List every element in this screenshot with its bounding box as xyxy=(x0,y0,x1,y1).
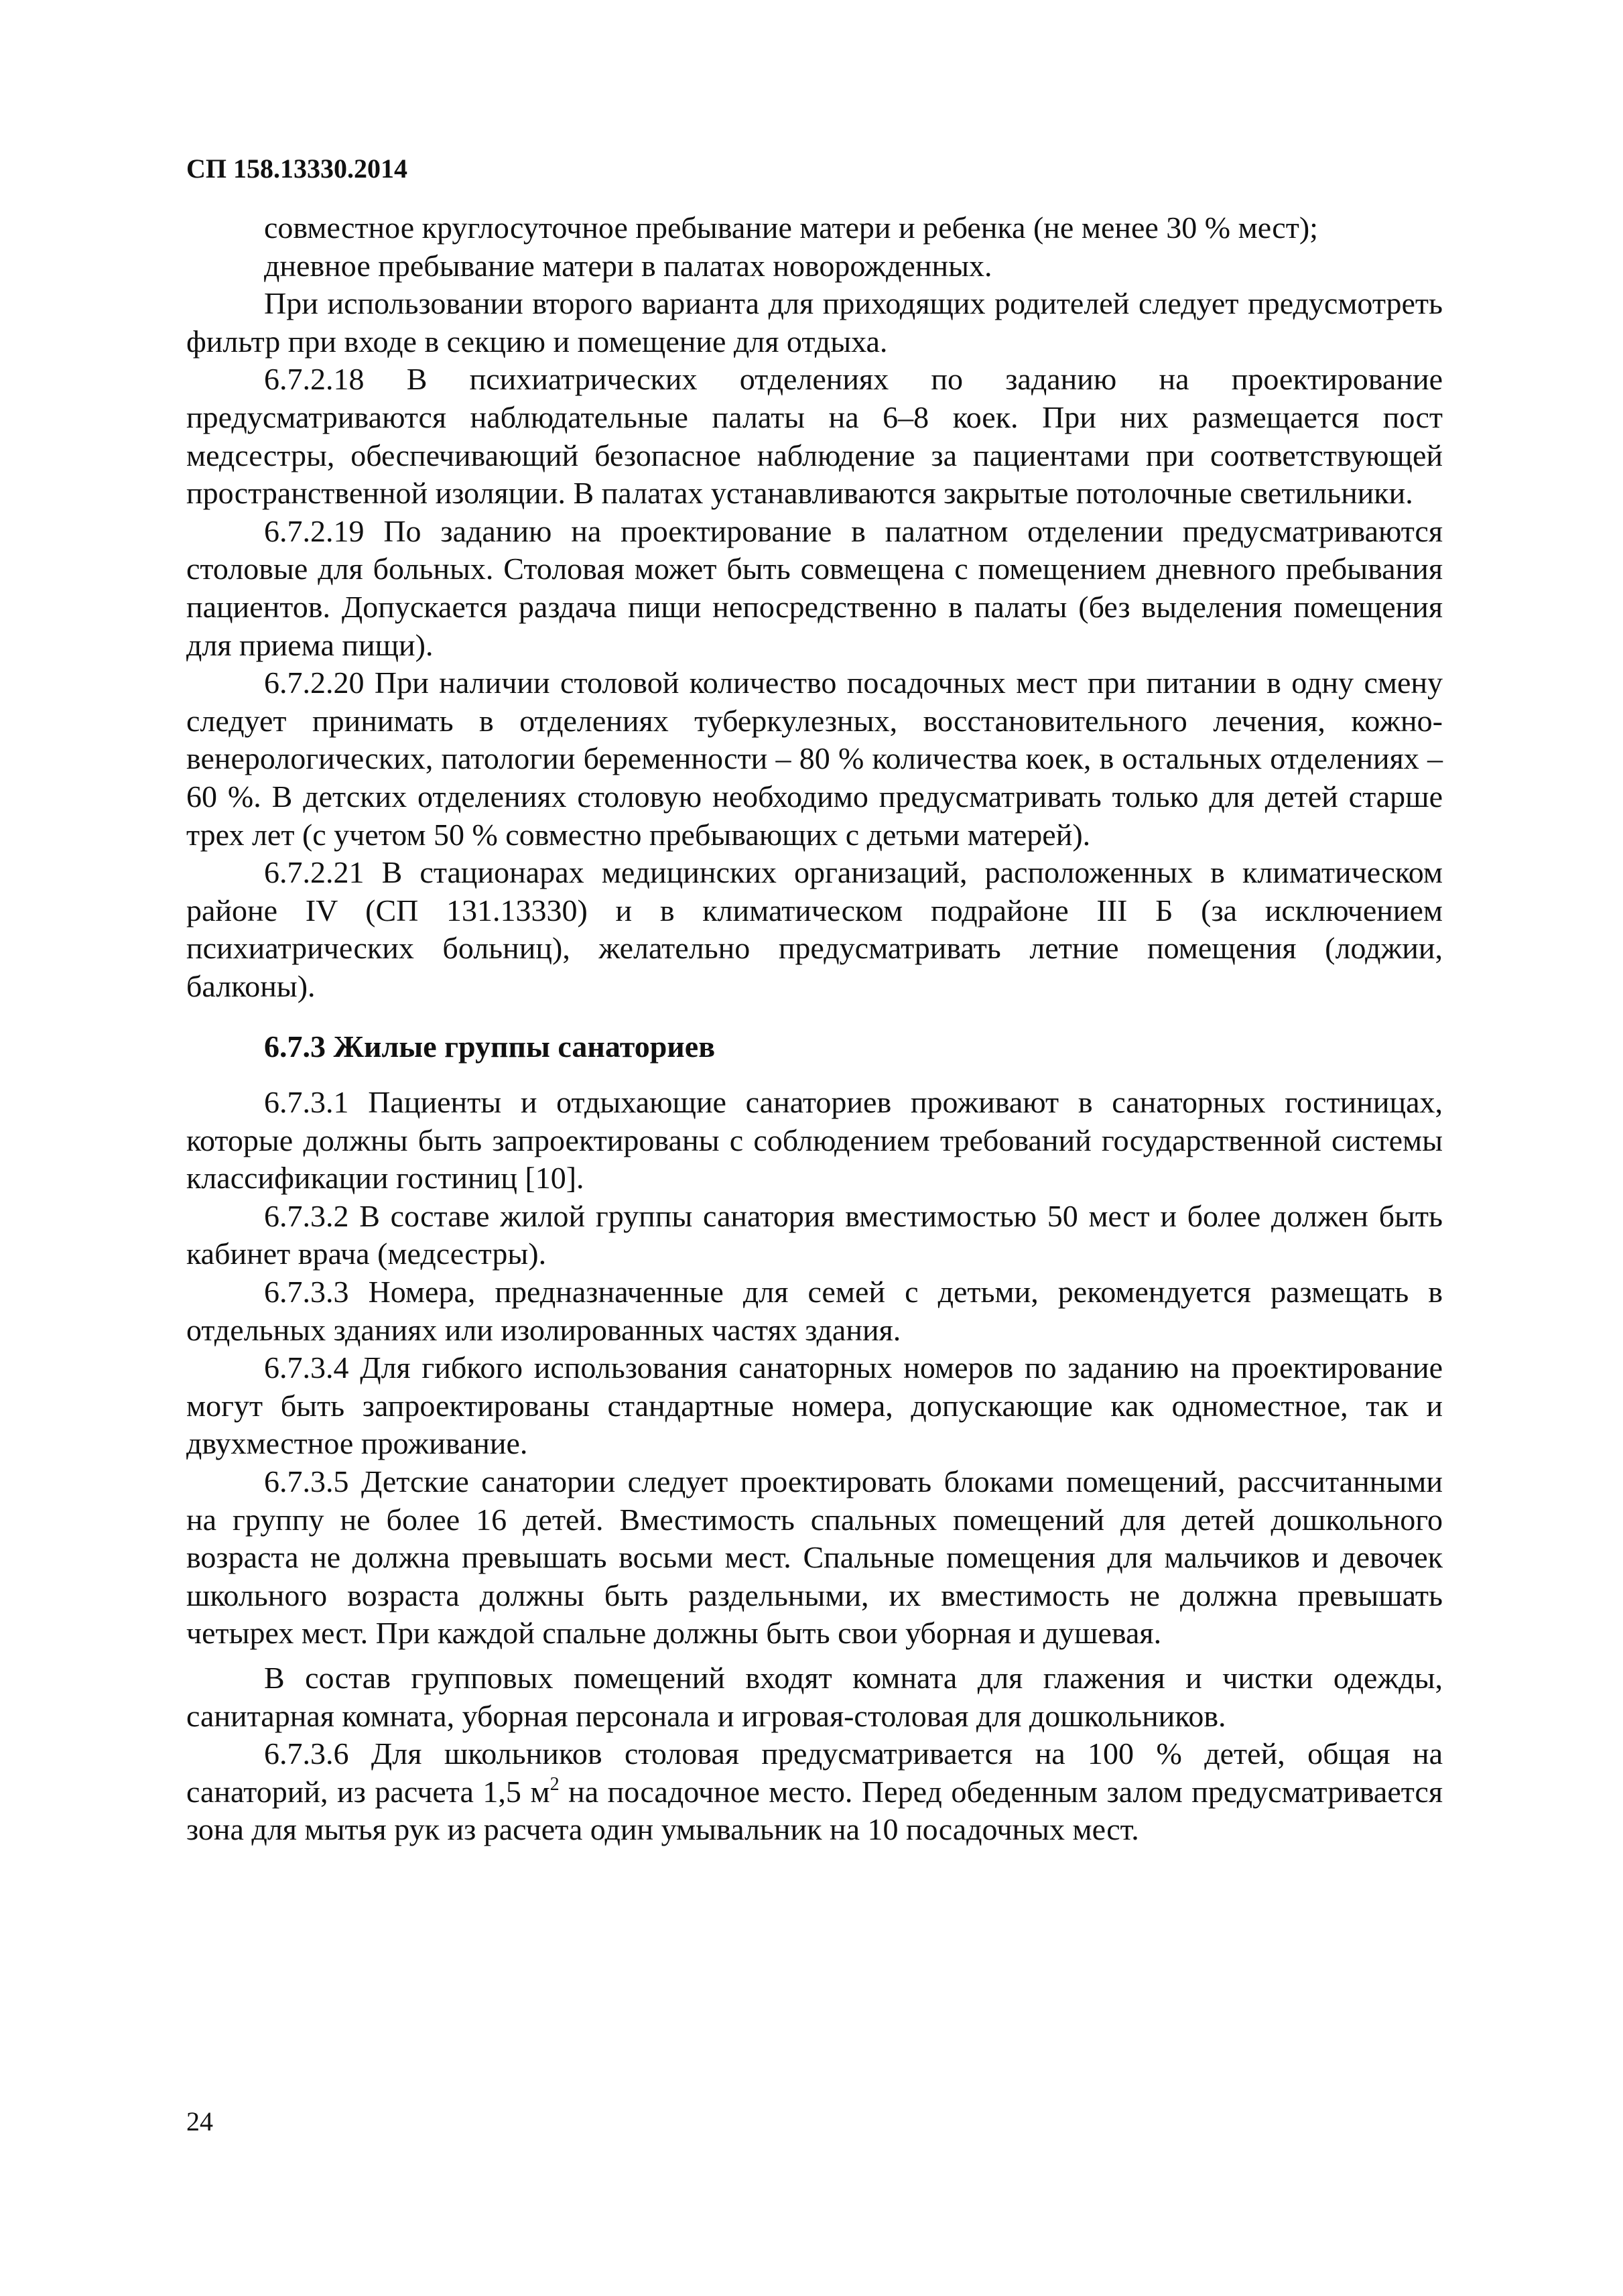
paragraph-6-7-2-18: 6.7.2.18 В психиатрических отделениях по заданию на проектирование предусматриваются наблюдательные палаты на 6–8 коек. При них размещается пост медсестры, обеспечивающий безопасное наблюдение за пациентами при соответствующей пространственной изоляции. В палатах устанавливаются закрытые потолочные светильники. xyxy=(186,362,1443,511)
document-code-header: СП 158.13330.2014 xyxy=(186,153,407,184)
paragraph-6-7-3-3: 6.7.3.3 Номера, предназначенные для семей с детьми, рекомендуется размещать в отдельных зданиях или изолированных частях здания. xyxy=(186,1275,1443,1347)
paragraph-second-variant: При использовании второго варианта для приходящих родителей следует предусмотреть фильтр при входе в секцию и помещение для отдыха. xyxy=(186,286,1443,359)
paragraph-6-7-3-5: 6.7.3.5 Детские санатории следует проектировать блоками помещений, рассчитанными на группу не более 16 детей. Вместимость спальных помещений для детей дошкольного возраста не должна превышать восьми мест. Спальные помещения для мальчиков и девочек школьного возраста должны быть раздельными, их вместимость не должна превышать четырех мест. При каждой спальне должны быть свои уборная и душевая. xyxy=(186,1464,1443,1651)
page-number: 24 xyxy=(186,2106,213,2136)
paragraph-6-7-2-21: 6.7.2.21 В стационарах медицинских организаций, расположенных в климатическом районе IV (СП 131.13330) и в климатическом подрайоне III Б (за исключением психиатрических больниц), желательно предусматривать летние помещения (лоджии, балконы). xyxy=(186,855,1443,1003)
paragraph-list-item-2: дневное пребывание матери в палатах новорожденных. xyxy=(264,248,992,283)
paragraph-6-7-3-1: 6.7.3.1 Пациенты и отдыхающие санаториев проживают в санаторных гостиницах, которые должны быть запроектированы с соблюдением требований государственной системы классификации гостиниц [10]. xyxy=(186,1085,1443,1196)
paragraph-6-7-3-6 xyxy=(186,1735,1443,1849)
paragraph-list-item-1: совместное круглосуточное пребывание матери и ребенка (не менее 30 % мест); xyxy=(264,210,1318,245)
paragraph-6-7-3-2: 6.7.3.2 В составе жилой группы санатория вместимостью 50 мест и более должен быть кабинет врача (медсестры). xyxy=(186,1198,1443,1271)
paragraph-6-7-3-6-part1: 6.7.3.6 Для школьников столовая предусматривается на 100 % детей, общая на санаторий, из расчета 1,5 м xyxy=(186,1736,1443,1809)
paragraph-6-7-3-4: 6.7.3.4 Для гибкого использования санаторных номеров по заданию на проектирование могут быть запроектированы стандартные номера, допускающие как одноместное, так и двухместное проживание. xyxy=(186,1350,1443,1461)
paragraph-6-7-3-6-part2: на посадочное место. Перед обеденным залом предусматривается зона для мытья рук из расчета один умывальник на 10 посадочных мест. xyxy=(186,1774,1443,1847)
paragraph-6-7-2-19: 6.7.2.19 По заданию на проектирование в палатном отделении предусматриваются столовые для больных. Столовая может быть совмещена с помещением дневного пребывания пациентов. Допускается раздача пищи непосредственно в палаты (без выделения помещения для приема пищи). xyxy=(186,513,1443,662)
paragraph-6-7-2-20: 6.7.2.20 При наличии столовой количество посадочных мест при питании в одну смену следует принимать в отделениях туберкулезных, восстановительного лечения, кожно-венерологических, патологии беременности – 80 % количества коек, в остальных отделениях – 60 %. В детских отделениях столовую необходимо предусматривать только для детей старше трех лет (с учетом 50 % совместно пребывающих с детьми матерей). xyxy=(186,665,1443,852)
section-heading: 6.7.3 Жилые группы санаториев xyxy=(264,1029,716,1064)
square-meter-superscript: 2 xyxy=(549,1773,560,1795)
paragraph-group-rooms: В состав групповых помещений входят комната для глажения и чистки одежды, санитарная комната, уборная персонала и игровая-столовая для дошкольников. xyxy=(186,1660,1443,1733)
document-body xyxy=(186,209,1443,1849)
